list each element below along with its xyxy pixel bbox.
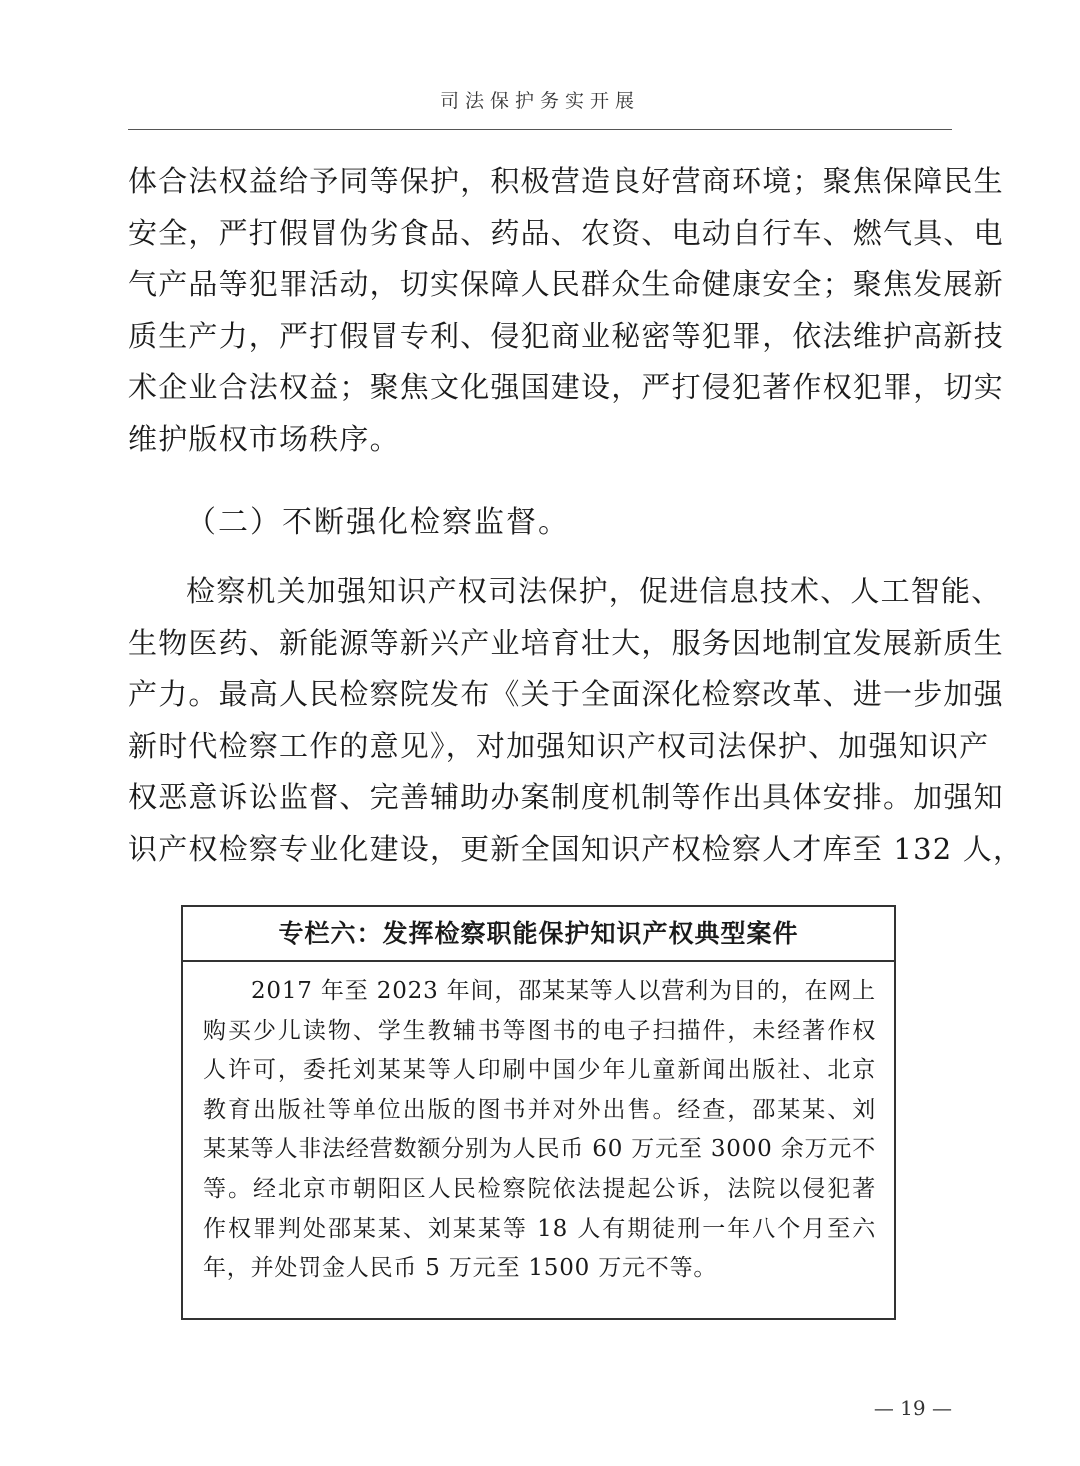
text-line: 2017 年至 2023 年间，邵某某等人以营利为目的，在网上 [251,978,876,1004]
text-line: 维护版权市场秩序。 [128,421,400,456]
paragraph-continued [128,156,1004,465]
text-line: 质生产力，严打假冒专利、侵犯商业秘密等犯罪，依法维护高新技 [128,318,1004,353]
text-line: 作权罪判处邵某某、刘某某等 18 人有期徒刑一年八个月至六 [203,1215,876,1242]
case-sidebar-box [181,905,896,1320]
header-divider [128,129,952,130]
running-header: 司法保护务实开展 [439,90,640,112]
text-line: 气产品等犯罪活动，切实保障人民群众生命健康安全；聚焦发展新 [128,267,1004,301]
page-number: — 19 — [873,1396,952,1420]
text-line: 产力。最高人民检察院发布《关于全面深化检察改革、进一步加强 [128,677,1004,711]
text-line: 术企业合法权益；聚焦文化强国建设，严打侵犯著作权犯罪，切实 [128,370,1004,404]
text-line: 年，并处罚金人民币 5 万元至 1500 万元不等。 [203,1255,718,1282]
text-line: 识产权检察专业化建设，更新全国知识产权检察人才库至 132 人， [128,831,1024,866]
text-line: 教育出版社等单位出版的图书并对外出售。经查，邵某某、刘 [203,1096,876,1123]
sidebar-title: 专栏六：发挥检察职能保护知识产权典型案件 [183,907,894,962]
text-line: 安全，严打假冒伪劣食品、药品、农资、电动自行车、燃气具、电 [128,215,1004,250]
text-line: 检察机关加强知识产权司法保护，促进信息技术、人工智能、 [186,574,1002,608]
text-line: 新时代检察工作的意见》，对加强知识产权司法保护、加强知识产 [128,728,990,763]
text-line: 权恶意诉讼监督、完善辅助办案制度机制等作出具体安排。加强知 [128,780,1004,814]
text-line: 某某等人非法经营数额分别为人民币 60 万元至 3000 余万元不 [203,1136,876,1163]
section-heading: （二）不断强化检察监督。 [186,505,570,540]
text-line: 购买少儿读物、学生教辅书等图书的电子扫描件，未经著作权 [203,1017,876,1044]
paragraph-procuratorial-supervision [128,566,1024,875]
text-line: 等。经北京市朝阳区人民检察院依法提起公诉，法院以侵犯著 [203,1175,876,1202]
text-line: 生物医药、新能源等新兴产业培育壮大，服务因地制宜发展新质生 [128,625,1004,660]
text-line: 体合法权益给予同等保护，积极营造良好营商环境；聚焦保障民生 [128,164,1004,198]
sidebar-body [183,962,894,1289]
text-line: 人许可，委托刘某某等人印刷中国少年儿童新闻出版社、北京 [203,1057,876,1084]
